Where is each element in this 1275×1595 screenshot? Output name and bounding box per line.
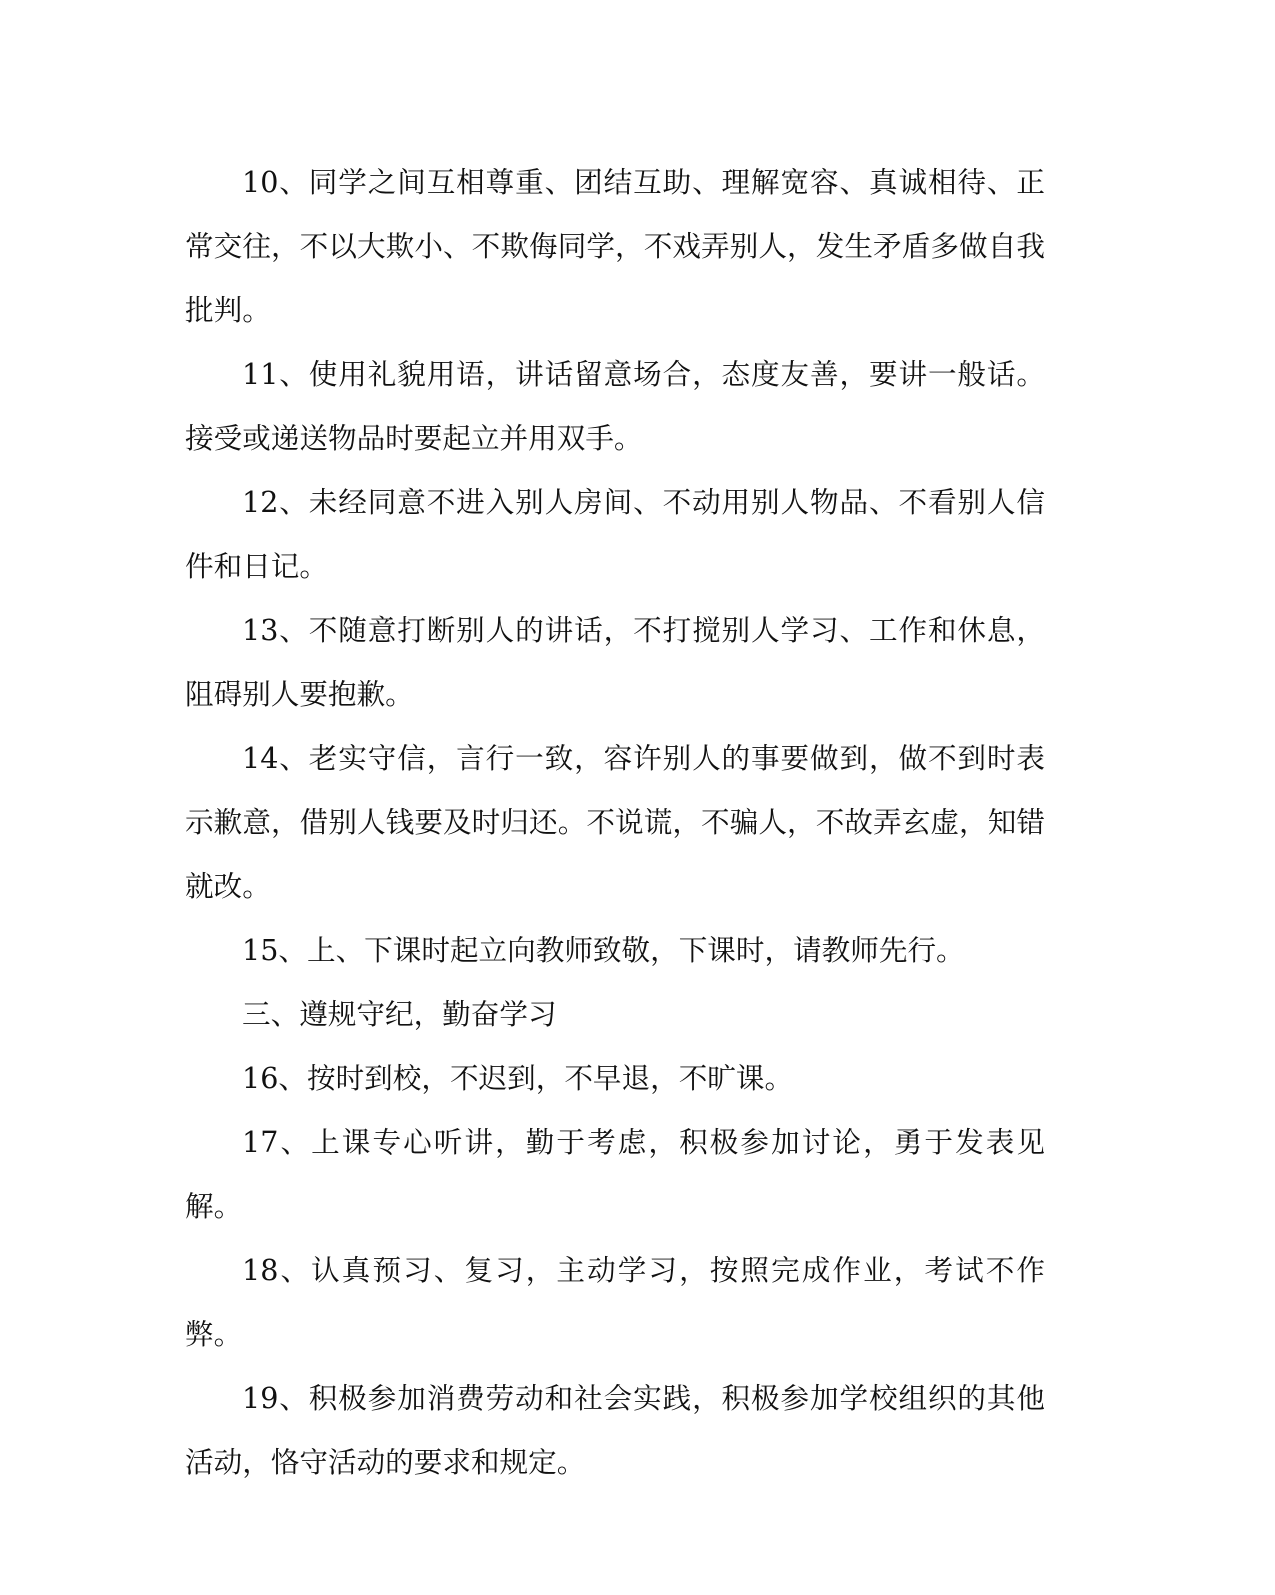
paragraph-rule-15: 15、上、下课时起立向教师致敬，下课时，请教师先行。 xyxy=(242,933,965,967)
paragraph-rule-14: 14、老实守信，言行一致，容许别人的事要做到，做不到时表示歉意，借别人钱要及时归还。不说谎，不骗人，不故弄玄虚，知错就改。 xyxy=(185,741,1045,903)
document-body xyxy=(185,150,1045,1494)
paragraph-rule-17: 17、上课专心听讲，勤于考虑，积极参加讨论，勇于发表见解。 xyxy=(185,1125,1045,1223)
paragraph-rule-13: 13、不随意打断别人的讲话，不打搅别人学习、工作和休息，阻碍别人要抱歉。 xyxy=(185,613,1045,711)
paragraph-rule-12: 12、未经同意不进入别人房间、不动用别人物品、不看别人信件和日记。 xyxy=(185,485,1045,583)
paragraph-rule-11: 11、使用礼貌用语，讲话留意场合，态度友善，要讲一般话。接受或递送物品时要起立并用双手。 xyxy=(185,357,1045,455)
section-heading: 三、遵规守纪，勤奋学习 xyxy=(242,997,557,1031)
paragraph-rule-18: 18、认真预习、复习，主动学习，按照完成作业，考试不作弊。 xyxy=(185,1253,1045,1351)
paragraph-rule-19: 19、积极参加消费劳动和社会实践，积极参加学校组织的其他活动，恪守活动的要求和规定。 xyxy=(185,1381,1045,1479)
paragraph-rule-10: 10、同学之间互相尊重、团结互助、理解宽容、真诚相待、正常交往，不以大欺小、不欺侮同学，不戏弄别人，发生矛盾多做自我批判。 xyxy=(185,165,1045,327)
paragraph-rule-16: 16、按时到校，不迟到，不早退，不旷课。 xyxy=(242,1061,794,1095)
